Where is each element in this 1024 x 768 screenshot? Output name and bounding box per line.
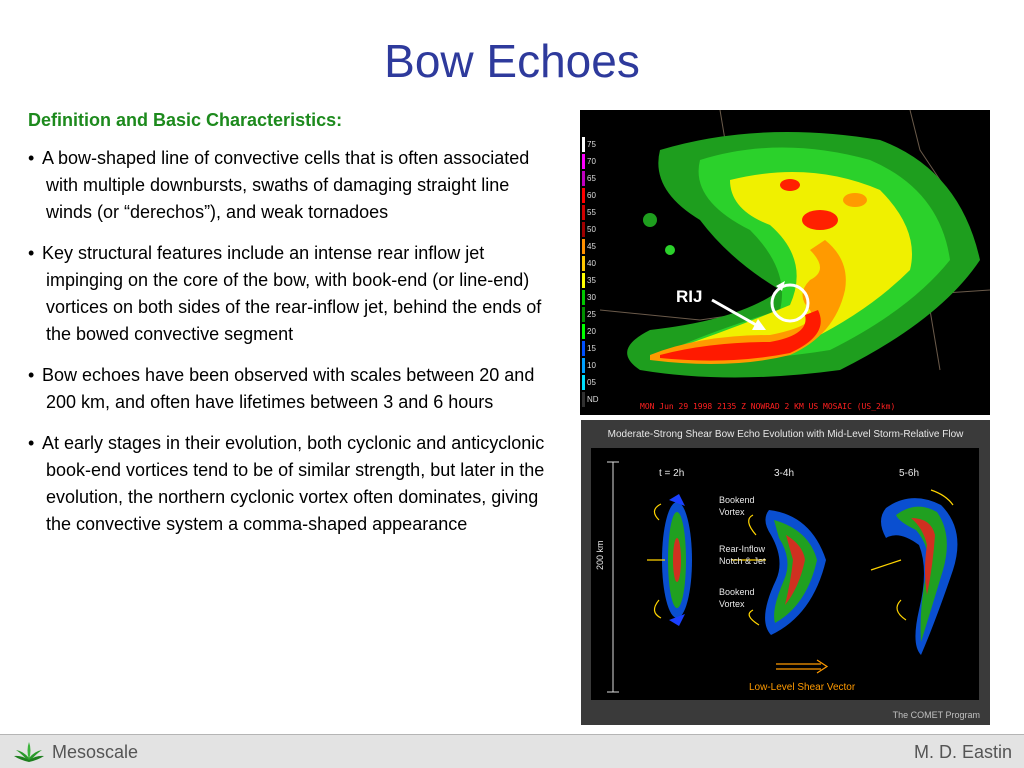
radar-scale-swatch: [582, 324, 585, 339]
radar-scale-entry: [582, 357, 606, 374]
radar-scale-swatch: [582, 171, 585, 186]
schematic-title: Moderate-Strong Shear Bow Echo Evolution with Mid-Level Storm-Relative Flow: [607, 429, 964, 440]
radar-scale-swatch: [582, 222, 585, 237]
time-label: 3-4h: [774, 468, 795, 479]
radar-scale-entry: [582, 374, 606, 391]
bullet-item: [28, 240, 553, 348]
radar-graphic: [580, 110, 990, 415]
radar-scale-swatch: [582, 290, 585, 305]
bullet-dot: •: [28, 243, 35, 263]
slide-title: Bow Echoes: [384, 35, 640, 87]
radar-scale-swatch: [582, 154, 585, 169]
radar-scale-swatch: [582, 392, 585, 407]
section-heading: Definition and Basic Characteristics:: [28, 110, 343, 130]
radar-scale-swatch: [582, 205, 585, 220]
radar-scale: [582, 136, 606, 408]
radar-scale-entry: [582, 323, 606, 340]
bow-echo-schematic: [581, 420, 990, 725]
radar-scale-label: 10: [587, 361, 596, 370]
radar-scale-swatch: [582, 375, 585, 390]
scale-label: 200 km: [595, 540, 605, 570]
radar-scale-entry: [582, 306, 606, 323]
rear-inflow-label: Rear-Inflow Notch & Jet: [719, 544, 766, 566]
radar-scale-entry: [582, 391, 606, 408]
radar-scale-label: 15: [587, 344, 596, 353]
radar-scale-swatch: [582, 358, 585, 373]
radar-scale-label: 55: [587, 208, 596, 217]
bookend-vortex-label: Bookend Vortex: [719, 587, 755, 609]
radar-scale-swatch: [582, 188, 585, 203]
bullet-item: [28, 430, 553, 538]
credit-label: The COMET Program: [892, 710, 980, 720]
radar-scale-label: 20: [587, 327, 596, 336]
radar-scale-label: 25: [587, 310, 596, 319]
bullet-dot: •: [28, 433, 35, 453]
radar-scale-swatch: [582, 273, 585, 288]
radar-scale-label: 45: [587, 242, 596, 251]
radar-scale-swatch: [582, 307, 585, 322]
bookend-vortex-label: Bookend Vortex: [719, 495, 755, 517]
bullet-dot: •: [28, 365, 35, 385]
schematic-graphic: [581, 420, 990, 725]
bullet-text: Key structural features include an intense rear inflow jet impinging on the core of the bow, with book-end (or line-end) vortices on both sides of the rear-inflow jet, behind the ends of the bowed convective segment: [42, 243, 542, 344]
radar-scale-entry: [582, 272, 606, 289]
rij-label: RIJ: [676, 287, 703, 306]
radar-scale-label: 05: [587, 378, 596, 387]
radar-scale-label: 75: [587, 140, 596, 149]
radar-scale-entry: [582, 153, 606, 170]
radar-scale-label: 35: [587, 276, 596, 285]
radar-scale-entry: [582, 170, 606, 187]
radar-scale-swatch: [582, 256, 585, 271]
radar-scale-swatch: [582, 239, 585, 254]
radar-scale-label: 65: [587, 174, 596, 183]
radar-scale-entry: [582, 204, 606, 221]
shear-vector-label: Low-Level Shear Vector: [749, 682, 856, 693]
logo-icon: [12, 740, 46, 764]
bullet-item: [28, 145, 553, 226]
footer: [0, 734, 1024, 768]
bullet-item: [28, 362, 553, 416]
time-label: 5-6h: [899, 468, 920, 479]
radar-image: [580, 110, 990, 415]
radar-scale-label: 50: [587, 225, 596, 234]
bullet-text: Bow echoes have been observed with scales between 20 and 200 km, and often have lifetimes between 3 and 6 hours: [42, 365, 535, 412]
radar-scale-label: ND: [587, 395, 599, 404]
radar-scale-label: 70: [587, 157, 596, 166]
radar-scale-entry: [582, 289, 606, 306]
time-label: t = 2h: [659, 468, 685, 479]
radar-scale-entry: [582, 187, 606, 204]
bullet-dot: •: [28, 148, 35, 168]
radar-scale-label: 30: [587, 293, 596, 302]
footer-brand: Mesoscale: [52, 742, 139, 762]
radar-caption: MON Jun 29 1998 2135 Z NOWRAD 2 KM US MOSAIC (US_2km): [640, 402, 896, 411]
footer-author: M. D. Eastin: [913, 742, 1012, 762]
radar-scale-swatch: [582, 137, 585, 152]
radar-scale-entry: [582, 221, 606, 238]
text-column: [28, 110, 553, 552]
radar-scale-entry: [582, 255, 606, 272]
radar-scale-entry: [582, 238, 606, 255]
radar-scale-label: 60: [587, 191, 596, 200]
radar-scale-entry: [582, 340, 606, 357]
bullet-text: A bow-shaped line of convective cells that is often associated with multiple downbursts, swaths of damaging straight line winds (or “derechos”), and weak tornadoes: [42, 148, 530, 222]
radar-scale-swatch: [582, 341, 585, 356]
radar-scale-entry: [582, 136, 606, 153]
bullet-text: At early stages in their evolution, both cyclonic and anticyclonic book-end vortices tend to be of similar strength, but later in the evolution, the northern cyclonic vortex often dominates, giving the convective system a comma-shaped appearance: [42, 433, 545, 534]
radar-scale-label: 40: [587, 259, 596, 268]
